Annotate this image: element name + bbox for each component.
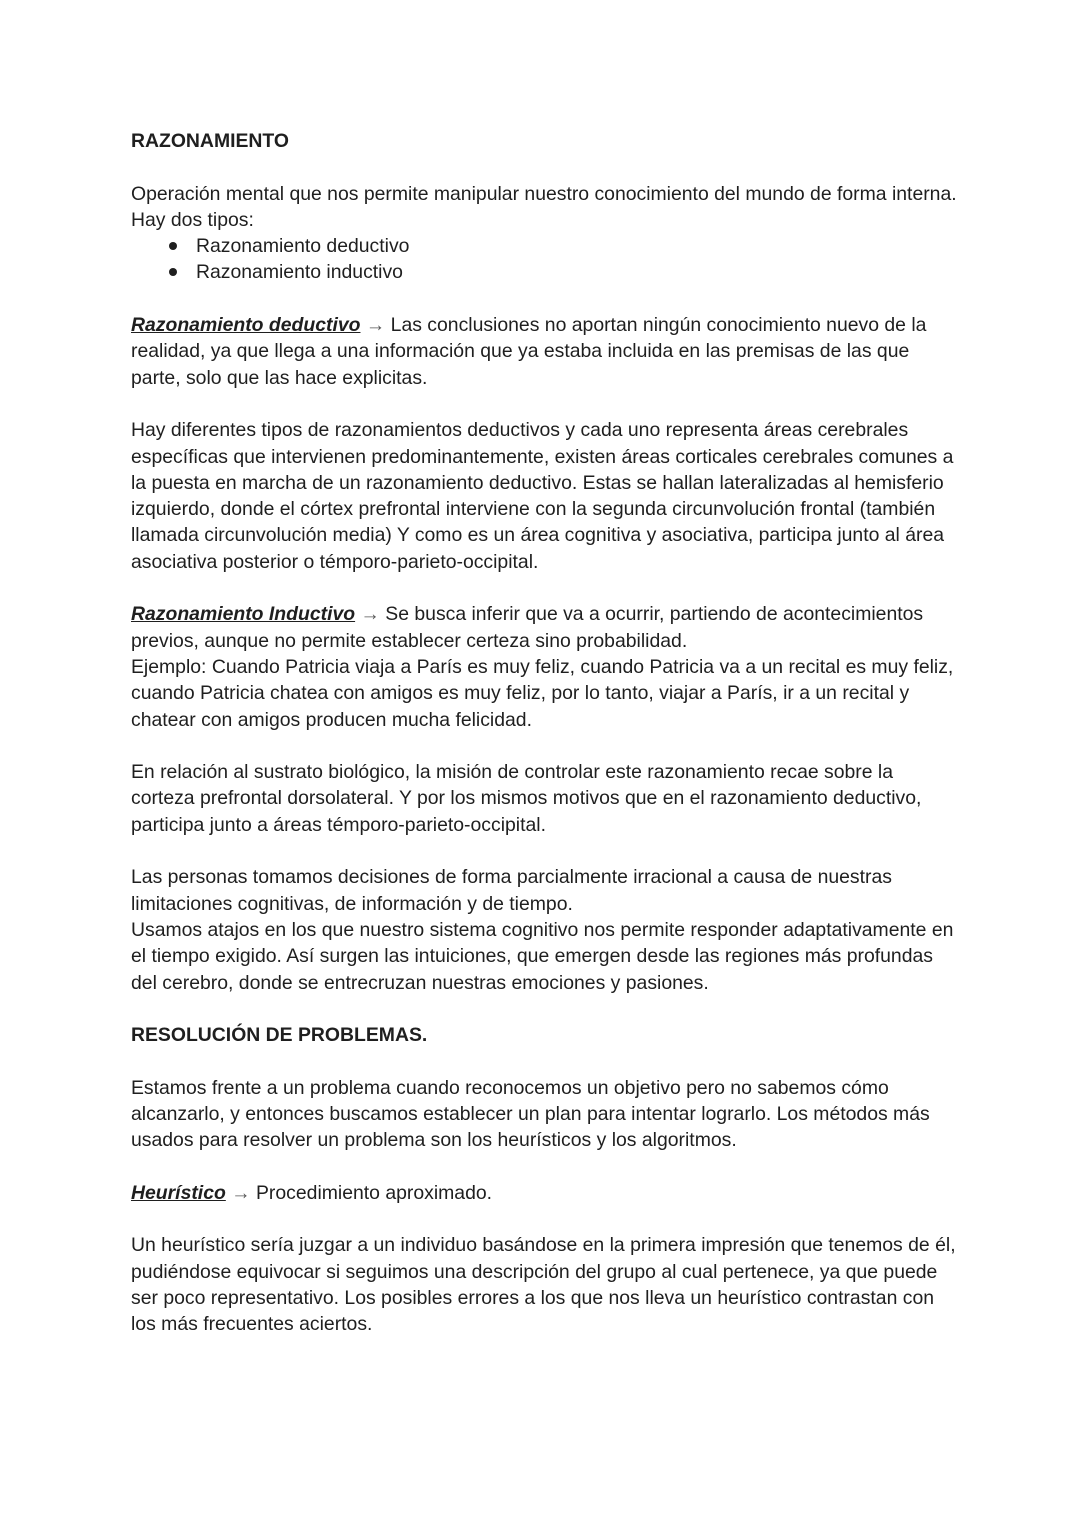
intro-paragraph: Operación mental que nos permite manipular nuestro conocimiento del mundo de forma interna. xyxy=(131,182,957,205)
spacer xyxy=(131,391,961,417)
section-title-problemas: RESOLUCIÓN DE PROBLEMAS. xyxy=(131,1024,428,1047)
arrow-icon: → xyxy=(360,603,380,626)
bullet-icon xyxy=(169,268,177,276)
term-heuristico: Heurístico xyxy=(131,1181,226,1204)
spacer xyxy=(131,1206,961,1232)
heuristico-detail-paragraph: Un heurístico sería juzgar a un individuo basándose en la primera impresión que tenemos de él, pudiéndose equivocar si seguimos una descripción del grupo al cual pertenece, ya que puede ser poco representativo. Los posibles errores a los que nos lleva un heurístico contrastan con los más frecuentes aciertos. xyxy=(131,1234,956,1336)
shortcuts-paragraph: Usamos atajos en los que nuestro sistema cognitivo nos permite responder adaptativamente en el tiempo exigido. Así surgen las intuiciones, que emergen desde las regiones más profundas del cerebro, donde se entrecruzan nuestras emociones y pasiones. xyxy=(131,918,954,994)
list-item-label: Razonamiento inductivo xyxy=(196,261,403,284)
heuristico-definition: Procedimiento aproximado. xyxy=(256,1181,493,1204)
spacer xyxy=(131,154,961,180)
problemas-intro-paragraph: Estamos frente a un problema cuando reconocemos un objetivo pero no sabemos cómo alcanzarlo, y entonces buscamos establecer un plan para intentar lograrlo. Los métodos más usados para resolver un problema son los heurísticos y los algoritmos. xyxy=(131,1076,930,1152)
inductivo-substrate-paragraph: En relación al sustrato biológico, la misión de controlar este razonamiento recae sobre la corteza prefrontal dorsolateral. Y por los mismos motivos que en el razonamiento deductivo, participa junto a áreas témporo-parieto-occipital. xyxy=(131,761,922,836)
arrow-icon: → xyxy=(231,1181,251,1204)
spacer xyxy=(131,1154,961,1180)
types-list xyxy=(131,233,961,286)
section-title-razonamiento: RAZONAMIENTO xyxy=(131,130,289,152)
spacer xyxy=(131,1048,961,1074)
list-item xyxy=(169,233,961,259)
inductivo-definition: Se busca inferir que va a ocurrir, partiendo de acontecimientos previos, aunque no permite establecer certeza sino probabilidad. xyxy=(131,603,924,652)
spacer xyxy=(131,286,961,312)
document-page xyxy=(131,128,961,1338)
spacer xyxy=(131,733,961,759)
list-item-label: Razonamiento deductivo xyxy=(196,235,410,258)
spacer xyxy=(131,575,961,601)
list-item xyxy=(169,259,961,285)
bullet-icon xyxy=(169,242,177,250)
deductivo-definition-paragraph xyxy=(131,312,961,391)
spacer xyxy=(131,838,961,864)
deductivo-detail-paragraph: Hay diferentes tipos de razonamientos deductivos y cada uno representa áreas cerebrales específicas que intervienen predominantemente, existen áreas corticales cerebrales comunes a la puesta en marcha de un razonamiento deductivo. Estas se hallan lateralizadas al hemisferio izquierdo, donde el córtex prefrontal interviene con la segunda circunvolución frontal (también llamada circunvolución media) Y como es un área cognitiva y asociativa, participa junto al área asociativa posterior o témporo-parieto-occipital. xyxy=(131,419,954,573)
term-inductivo: Razonamiento Inductivo xyxy=(131,603,356,626)
types-label: Hay dos tipos: xyxy=(131,208,254,231)
arrow-icon: → xyxy=(365,314,386,337)
heuristico-definition-paragraph xyxy=(131,1180,961,1206)
inductivo-definition-paragraph xyxy=(131,601,961,654)
deductivo-definition: Las conclusiones no aportan ningún conocimiento nuevo de la realidad, ya que llega a una información que ya estaba incluida en las premisas de las que parte, solo que las hace explicitas. xyxy=(131,314,927,389)
inductivo-example-paragraph: Ejemplo: Cuando Patricia viaja a París es muy feliz, cuando Patricia va a un recital es muy feliz, cuando Patricia chatea con amigos es muy feliz, por lo tanto, viajar a París, ir a un recital y chatear con amigos producen mucha felicidad. xyxy=(131,655,954,731)
spacer xyxy=(131,996,961,1022)
decisions-paragraph: Las personas tomamos decisiones de forma parcialmente irracional a causa de nuestras limitaciones cognitivas, de información y de tiempo. xyxy=(131,866,892,915)
term-deductivo: Razonamiento deductivo xyxy=(131,314,361,337)
